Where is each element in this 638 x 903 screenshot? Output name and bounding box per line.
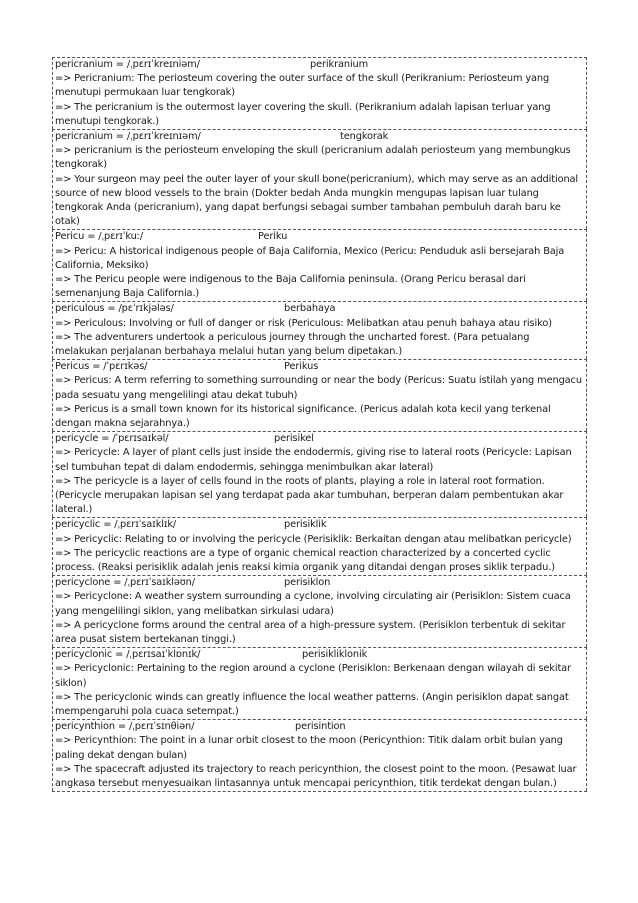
entry-definition: => Pericus: A term referring to something surrounding or near the body (Pericus: Suatu istilah yang mengacu pada sesuatu yang mengelilingi atau dekat tubuh): [55, 375, 582, 401]
entry-definition: => Pericynthion: The point in a lunar orbit closest to the moon (Pericynthion: Titik dalam orbit bulan yang paling dekat dengan bulan): [55, 735, 563, 761]
document-body: [52, 57, 587, 792]
entry-example: => The pericycle is a layer of cells found in the roots of plants, playing a role in lateral root formation. (Pericycle merupakan lapisan sel yang terdapat pada akar tumbuhan, berperan dalam pembentukan akar lateral.): [55, 475, 564, 516]
entry-term: periculous = /pɛˈrɪkjələs/: [55, 303, 174, 315]
entry-translation: berbahaya: [284, 303, 336, 315]
dictionary-entry: [52, 719, 587, 791]
entry-example: => A pericyclone forms around the central area of a high-pressure system. (Perisiklon terbentuk di sekitar area pusat sistem bertekanan tinggi.): [55, 619, 566, 645]
dictionary-entry: [52, 57, 587, 129]
entry-example: => The pericranium is the outermost layer covering the skull. (Perikranium adalah lapisan terluar yang menutupi tengkorak.): [55, 101, 551, 127]
entry-translation: Periku: [258, 231, 288, 243]
entry-definition: => Periculous: Involving or full of danger or risk (Periculous: Melibatkan atau penuh bahaya atau risiko): [55, 317, 552, 329]
dictionary-entry: [52, 229, 587, 301]
dictionary-entry: [52, 359, 587, 431]
entry-term: Pericu = /ˌpɛrɪˈkuː/: [55, 231, 144, 243]
entry-example: => Pericus is a small town known for its historical significance. (Pericus adalah kota kecil yang terkenal dengan makna sejarahnya.): [55, 403, 551, 429]
entry-example: => Your surgeon may peel the outer layer of your skull bone(pericranium), which may serve as an additional source of new blood vessels to the brain (Dokter bedah Anda mungkin mengupas lapisan luar tulang tengkorak Anda (pericranium), yang dapat berfungsi sebagai sumber tambahan pembuluh darah baru ke otak): [55, 173, 579, 228]
entry-term: Pericus = /ˈpɛrɪkəs/: [55, 361, 148, 373]
entry-header: [55, 302, 584, 316]
dictionary-entry: [52, 575, 587, 647]
entry-example: => The pericyclic reactions are a type of organic chemical reaction characterized by a concerted cyclic process. (Reaksi perisiklik adalah jenis reaksi kimia organik yang ditandai dengan proses siklik terpadu.): [55, 547, 555, 573]
entry-translation: Perikus: [284, 361, 319, 373]
entry-header: [55, 230, 584, 244]
entry-translation: perisikel: [274, 433, 314, 445]
entry-term: pericyclone = /ˌpɛrɪˈsaɪkləʊn/: [55, 577, 195, 589]
entry-term: pericynthion = /ˌpɛrɪˈsɪnθiən/: [55, 721, 195, 733]
dictionary-entry: [52, 647, 587, 719]
entry-term: pericranium = /ˌpɛrɪˈkreɪnɪəm/: [55, 131, 201, 142]
entry-definition: => pericranium is the periosteum enveloping the skull (pericranium adalah periosteum yang membungkus tengkorak): [55, 145, 571, 171]
entry-translation: perisintion: [295, 721, 346, 733]
entry-translation: perisikliklonik: [302, 649, 368, 661]
entry-example: => The pericyclonic winds can greatly influence the local weather patterns. (Angin perisiklon dapat sangat mempengaruhi pola cuaca setempat.): [55, 691, 569, 717]
dictionary-entry: [52, 517, 587, 575]
entry-translation: perikranium: [310, 59, 369, 70]
entry-definition: => Pericycle: A layer of plant cells just inside the endodermis, giving rise to lateral roots (Pericycle: Lapisan sel tumbuhan tepat di dalam endodermis, sehingga menimbulkan akar lateral): [55, 447, 572, 473]
entry-definition: => Pericyclone: A weather system surrounding a cyclone, involving circulating air (Perisiklon: Sistem cuaca yang mengelilingi siklon, yang melibatkan sirkulasi udara): [55, 591, 571, 617]
entry-header: [55, 360, 584, 374]
entry-term: pericyclonic = /ˌpɛrɪsaɪˈklɒnɪk/: [55, 649, 201, 661]
entry-definition: => Pericranium: The periosteum covering the outer surface of the skull (Perikranium: Periosteum yang menutupi permukaan luar tengkorak): [55, 73, 550, 99]
entry-term: pericyclic = /ˌpɛrɪˈsaɪklɪk/: [55, 519, 177, 531]
dictionary-entry: [52, 129, 587, 229]
entry-translation: tengkorak: [340, 131, 389, 142]
entry-header: [55, 130, 584, 144]
entry-header: [55, 432, 584, 446]
entry-translation: perisiklik: [284, 519, 327, 531]
entry-term: pericranium = /ˌpɛrɪˈkreɪniəm/: [55, 59, 200, 70]
entry-example: => The spacecraft adjusted its trajectory to reach pericynthion, the closest point to the moon. (Pesawat luar angkasa tersebut menyesuaikan lintasannya untuk mencapai pericynthion, titik terdekat dengan bulan.): [55, 763, 577, 789]
entry-header: [55, 518, 584, 532]
dictionary-entry: [52, 301, 587, 359]
dictionary-entry: [52, 431, 587, 517]
entry-term: pericycle = /ˈpɛrɪsaɪkəl/: [55, 433, 169, 445]
entry-header: [55, 648, 584, 662]
entry-header: [55, 576, 584, 590]
entry-header: [55, 58, 584, 72]
entry-definition: => Pericyclic: Relating to or involving the pericycle (Perisiklik: Berkaitan dengan atau melibatkan pericycle): [55, 533, 572, 545]
entry-example: => The adventurers undertook a periculous journey through the uncharted forest. (Para petualang melakukan perjalanan berbahaya melalui hutan yang belum dipetakan.): [55, 331, 530, 357]
entry-header: [55, 720, 584, 734]
entry-definition: => Pericyclonic: Pertaining to the region around a cyclone (Perisiklon: Berkenaan dengan wilayah di sekitar siklon): [55, 663, 571, 689]
entry-translation: perisiklon: [284, 577, 331, 589]
entry-definition: => Pericu: A historical indigenous people of Baja California, Mexico (Pericu: Penduduk asli bersejarah Baja California, Meksiko): [55, 245, 565, 271]
entry-example: => The Pericu people were indigenous to the Baja California peninsula. (Orang Pericu berasal dari semenanjung Baja California.): [55, 274, 526, 300]
